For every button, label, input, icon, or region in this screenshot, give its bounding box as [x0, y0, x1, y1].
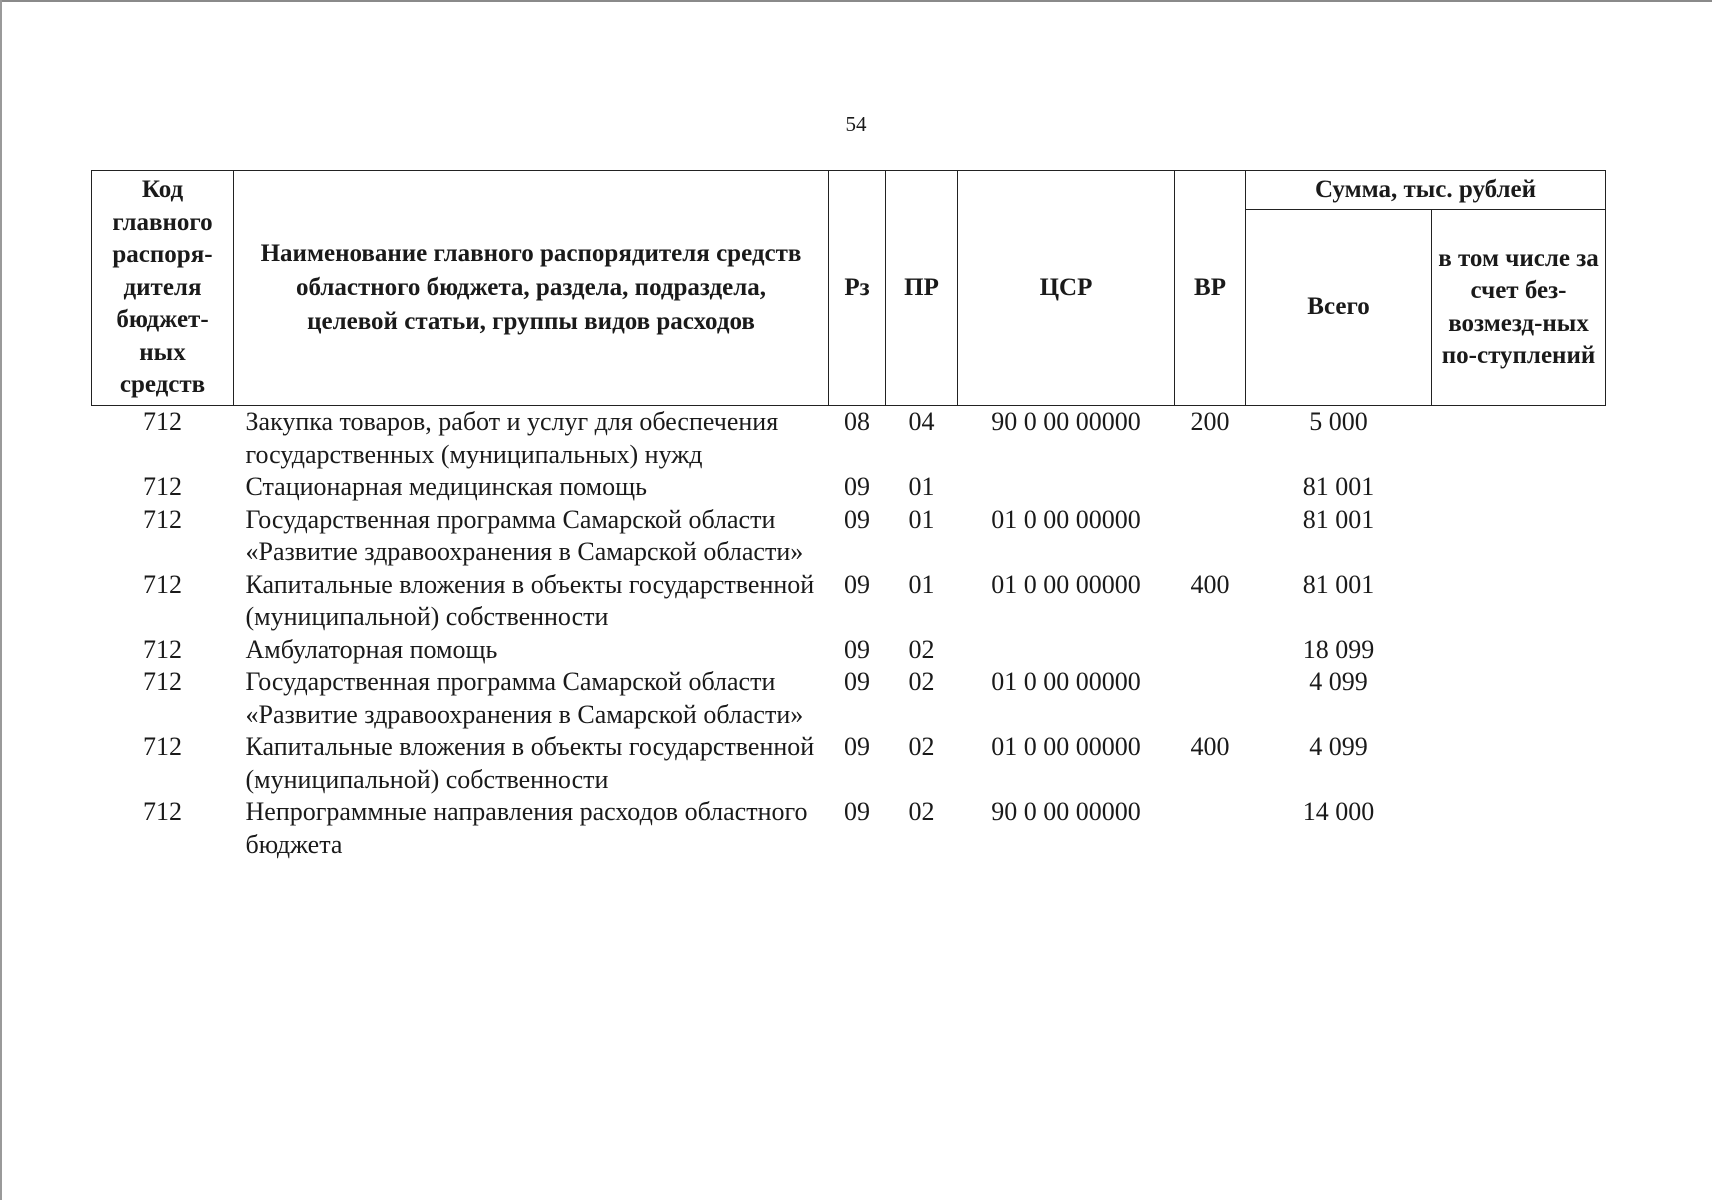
cell-csr: 01 0 00 00000: [991, 569, 1141, 599]
cell-total: 4 099: [1309, 667, 1368, 696]
cell-vr: [1175, 471, 1246, 504]
cell-csr: 01 0 00 00000: [991, 667, 1141, 696]
cell-csr: 01 0 00 00000: [991, 732, 1141, 761]
cell-name: Амбулаторная помощь: [245, 634, 498, 664]
cell-csr: 01 0 00 00000: [991, 504, 1141, 534]
cell-name: Капитальные вложения в объекты государственной (муниципальной) собственности: [245, 569, 815, 631]
table-row: [92, 406, 1606, 472]
cell-total: 14 000: [1302, 797, 1375, 826]
table-row: [92, 634, 1606, 667]
cell-total: 81 001: [1302, 504, 1375, 534]
cell-csr: [958, 471, 1175, 504]
header-sum-group: Сумма, тыс. рублей: [1246, 171, 1606, 210]
budget-table: [91, 170, 1606, 861]
header-name: Наименование главного распорядителя средств областного бюджета, раздела, подраздела, целевой статьи, группы видов расходов: [234, 171, 829, 406]
header-pr: ПР: [886, 171, 958, 406]
cell-total: 5 000: [1309, 407, 1368, 436]
cell-rz: 09: [844, 797, 870, 826]
cell-code: 712: [143, 797, 182, 826]
header-vr: ВР: [1175, 171, 1246, 406]
cell-pr: 02: [908, 732, 935, 761]
cell-total: 81 001: [1302, 569, 1375, 599]
table-body: [92, 406, 1606, 862]
cell-incl: [1432, 634, 1606, 667]
cell-csr: 90 0 00 00000: [991, 797, 1141, 826]
cell-incl: [1432, 504, 1606, 569]
cell-rz: 09: [844, 472, 870, 501]
cell-pr: 02: [908, 634, 935, 664]
cell-incl: [1432, 569, 1606, 634]
cell-pr: 04: [908, 407, 935, 436]
cell-vr: 200: [1190, 407, 1230, 436]
table-header: [92, 171, 1606, 406]
cell-vr: [1175, 666, 1246, 731]
cell-csr: [958, 634, 1175, 667]
cell-pr: 01: [908, 569, 935, 599]
table-row: [92, 504, 1606, 569]
cell-total: 18 099: [1302, 634, 1375, 664]
cell-csr: 90 0 00 00000: [991, 407, 1141, 436]
cell-vr: 400: [1190, 569, 1230, 599]
table-row: [92, 731, 1606, 796]
cell-incl: [1432, 731, 1606, 796]
cell-name: Государственная программа Самарской области «Развитие здравоохранения в Самарской области»: [245, 667, 804, 729]
header-code: Код главного распоря-дителя бюджет-ных средств: [92, 171, 234, 406]
cell-code: 712: [143, 667, 182, 696]
header-incl: в том числе за счет без-возмезд-ных по-ступлений: [1432, 210, 1606, 406]
cell-pr: 01: [908, 504, 935, 534]
table-row: [92, 569, 1606, 634]
cell-name: Непрограммные направления расходов областного бюджета: [245, 797, 808, 859]
cell-incl: [1432, 666, 1606, 731]
cell-code: 712: [143, 569, 182, 599]
cell-rz: 09: [844, 569, 870, 599]
table-row: [92, 796, 1606, 861]
cell-vr: 400: [1190, 732, 1230, 761]
cell-vr: [1175, 796, 1246, 861]
cell-incl: [1432, 796, 1606, 861]
cell-code: 712: [143, 634, 182, 664]
cell-code: 712: [143, 407, 182, 436]
cell-incl: [1432, 406, 1606, 472]
cell-name: Капитальные вложения в объекты государственной (муниципальной) собственности: [245, 732, 815, 794]
header-csr: ЦСР: [958, 171, 1175, 406]
cell-code: 712: [143, 732, 182, 761]
cell-pr: 01: [908, 472, 935, 501]
cell-code: 712: [143, 472, 182, 501]
cell-name: Стационарная медицинская помощь: [245, 472, 647, 501]
cell-name: Государственная программа Самарской области «Развитие здравоохранения в Самарской области»: [245, 504, 804, 566]
cell-rz: 09: [844, 504, 870, 534]
table-row: [92, 471, 1606, 504]
cell-vr: [1175, 504, 1246, 569]
cell-rz: 08: [844, 407, 870, 436]
cell-code: 712: [143, 504, 182, 534]
cell-incl: [1432, 471, 1606, 504]
scan-edge-left: [0, 0, 2, 1200]
table-row: [92, 666, 1606, 731]
header-total: Всего: [1246, 210, 1432, 406]
cell-name: Закупка товаров, работ и услуг для обеспечения государственных (муниципальных) нужд: [245, 407, 779, 469]
cell-total: 81 001: [1302, 472, 1375, 501]
cell-rz: 09: [844, 667, 870, 696]
cell-vr: [1175, 634, 1246, 667]
cell-pr: 02: [908, 667, 935, 696]
cell-pr: 02: [908, 797, 935, 826]
header-rz: Рз: [829, 171, 886, 406]
page-number: 54: [845, 112, 867, 136]
cell-total: 4 099: [1309, 732, 1368, 761]
cell-rz: 09: [844, 732, 870, 761]
scan-edge-top: [0, 0, 1712, 2]
cell-rz: 09: [844, 634, 870, 664]
